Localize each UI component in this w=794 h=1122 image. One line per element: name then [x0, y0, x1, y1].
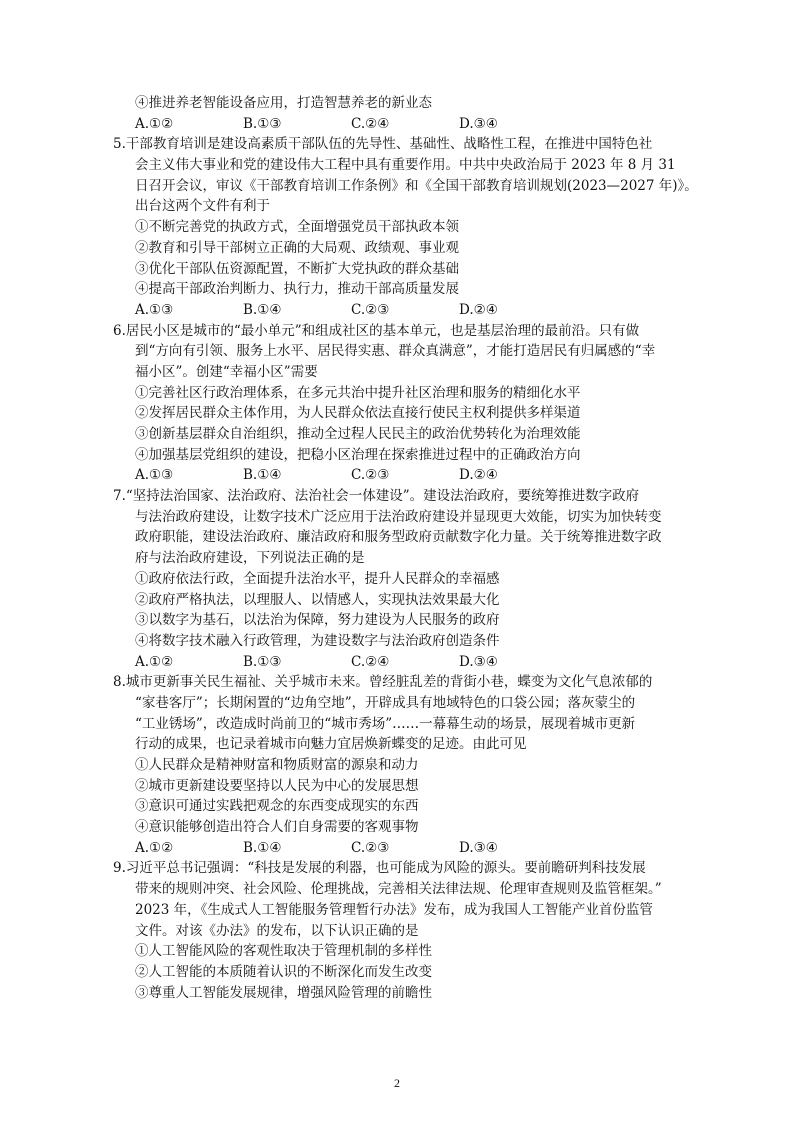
question-6: [113, 321, 685, 487]
q8-item: ③意识可通过实践把观念的东西变成现实的东西: [135, 798, 419, 815]
q9-stem-line: 2023 年，《生成式人工智能服务管理暂行办法》发布，成为我国人工智能产业首份监管: [135, 901, 653, 918]
page-number: 2: [394, 1076, 400, 1090]
q4-option-a[interactable]: A.①②: [135, 115, 174, 132]
q8-option-b[interactable]: B.①④: [243, 839, 282, 856]
q7-option-a[interactable]: A.①②: [135, 653, 174, 670]
q5-stem-line: 出台这两个文件有利于: [135, 198, 270, 215]
q5-stem-line: 5.干部教育培训是建设高素质干部队伍的先导性、基础性、战略性工程，在推进中国特色社: [113, 136, 653, 153]
q8-option-d[interactable]: D.③④: [459, 839, 498, 856]
q7-options: [117, 652, 685, 673]
q8-option-c[interactable]: C.②③: [351, 839, 390, 856]
q5-item: ③优化干部队伍资源配置，不断扩大党执政的群众基础: [135, 260, 459, 277]
q9-item: ①人工智能风险的客观性取决于管理机制的多样性: [135, 943, 432, 960]
q8-stem-line: 8.城市更新事关民生福祉、关乎城市未来。曾经脏乱差的背街小巷，蝶变为文化气息浓郁的: [113, 674, 653, 691]
q7-item: ②政府严格执法，以理服人、以情感人，实现执法效果最大化: [135, 591, 500, 608]
q5-option-c[interactable]: C.②③: [351, 301, 390, 318]
q8-item: ④意识能够创造出符合人们自身需要的客观事物: [135, 819, 419, 836]
q9-stem-line: 带来的规则冲突、社会风险、伦理挑战，完善相关法律法规、伦理审查规则及监管框架。”: [135, 881, 662, 898]
q6-option-a[interactable]: A.①③: [135, 467, 174, 484]
q7-stem-line: 7.“坚持法治国家、法治政府、法治社会一体建设”。建设法治政府，要统筹推进数字政府: [113, 488, 640, 505]
q7-item: ③以数字为基石，以法治为保障，努力建设为人民服务的政府: [135, 612, 500, 629]
q4-option-b[interactable]: B.①③: [243, 115, 282, 132]
q6-item: ④加强基层党组织的建设，把稳小区治理在探索推进过程中的正确政治方向: [135, 446, 581, 463]
question-7: [113, 486, 685, 672]
question-5: [113, 134, 698, 320]
q8-options: [117, 838, 685, 859]
q8-item: ①人民群众是精神财富和物质财富的源泉和动力: [135, 757, 419, 773]
q9-stem-line: 文件。对该《办法》的发布，以下认识正确的是: [135, 922, 419, 939]
q6-item: ③创新基层群众自治组织，推动全过程人民民主的政治优势转化为治理效能: [135, 426, 581, 442]
question-9: [113, 858, 685, 1003]
q9-item: ②人工智能的本质随着认识的不断深化而发生改变: [135, 963, 432, 980]
q6-option-b[interactable]: B.①④: [243, 467, 282, 484]
q4-item-4: ④推进养老智能设备应用，打造智慧养老的新业态: [135, 95, 432, 111]
q7-stem-line: 政府职能，建设法治政府、廉洁政府和服务型政府贡献数字化力量。关于统筹推进数字政: [135, 529, 662, 546]
q7-item: ①政府依法行政，全面提升法治水平，提升人民群众的幸福感: [135, 570, 500, 587]
question-8: [113, 672, 685, 858]
q5-item: ①不断完善党的执政方式，全面增强党员干部执政本领: [135, 219, 459, 236]
q8-stem-line: 行动的成果，也记录着城市向魅力宜居焕新蝶变的足迹。由此可见: [135, 736, 527, 753]
q6-item: ②发挥居民群众主体作用，为人民群众依法直接行使民主权利提供多样渠道: [135, 405, 581, 422]
q6-stem-line: 6.居民小区是城市的“最小单元”和组成社区的基本单元，也是基层治理的最前沿。只有做: [113, 322, 640, 339]
q7-option-d[interactable]: D.③④: [459, 653, 498, 670]
q4-option-d[interactable]: D.③④: [459, 115, 498, 132]
q8-stem-line: “工业锈场”，改造成时尚前卫的“城市秀场”……一幕幕生动的场景，展现着城市更新: [135, 715, 636, 732]
q7-option-c[interactable]: C.②④: [351, 653, 390, 670]
q5-item: ④提高干部政治判断力、执行力，推动干部高质量发展: [135, 281, 459, 298]
q6-option-d[interactable]: D.②④: [459, 467, 498, 484]
q6-options: [117, 465, 685, 486]
q5-options: [117, 300, 685, 321]
q5-stem-line: 日召开会议，审议《干部教育培训工作条例》和《全国干部教育培训规划(2023—2027 年)》。: [135, 177, 698, 194]
q7-option-b[interactable]: B.①③: [243, 653, 282, 670]
q9-stem-line: 9.习近平总书记强调：“科技是发展的利器，也可能成为风险的源头。要前瞻研判科技发展: [113, 860, 646, 877]
q6-option-c[interactable]: C.②③: [351, 467, 390, 484]
q5-item: ②教育和引导干部树立正确的大局观、政绩观、事业观: [135, 239, 459, 256]
q8-stem-line: “家巷客厅”；长期闲置的“边角空地”，开辟成具有地域特色的口袋公园；落灰蒙尘的: [135, 694, 636, 711]
q9-item: ③尊重人工智能发展规律，增强风险管理的前瞻性: [135, 984, 432, 1001]
page-content: [113, 93, 698, 1003]
q7-stem-line: 府与法治政府建设，下列说法正确的是: [135, 550, 365, 567]
q6-item: ①完善社区行政治理体系，在多元共治中提升社区治理和服务的精细化水平: [135, 384, 581, 401]
q7-stem-line: 与法治政府建设，让数字技术广泛应用于法治政府建设并显现更大效能，切实为加快转变: [135, 508, 662, 525]
q7-item: ④将数字技术融入行政管理，为建设数字与法治政府创造条件: [135, 632, 500, 649]
q5-stem-line: 会主义伟大事业和党的建设伟大工程中具有重要作用。中共中央政治局于 2023 年 8 月 31: [135, 157, 676, 174]
q8-item: ②城市更新建设要坚持以人民为中心的发展思想: [135, 777, 419, 794]
q8-option-a[interactable]: A.①②: [135, 839, 174, 856]
q4-options: [117, 114, 685, 135]
q4-option-c[interactable]: C.②④: [351, 115, 390, 132]
q6-stem-line: 到“方向有引领、服务上水平、居民得实惠、群众真满意”，才能打造居民有归属感的“幸: [135, 343, 656, 360]
question-4-tail: [117, 93, 685, 134]
q5-option-b[interactable]: B.①④: [243, 301, 282, 318]
q5-option-a[interactable]: A.①③: [135, 301, 174, 318]
q6-stem-line: 福小区”。创建“幸福小区”需要: [135, 363, 318, 380]
q5-option-d[interactable]: D.②④: [459, 301, 498, 318]
